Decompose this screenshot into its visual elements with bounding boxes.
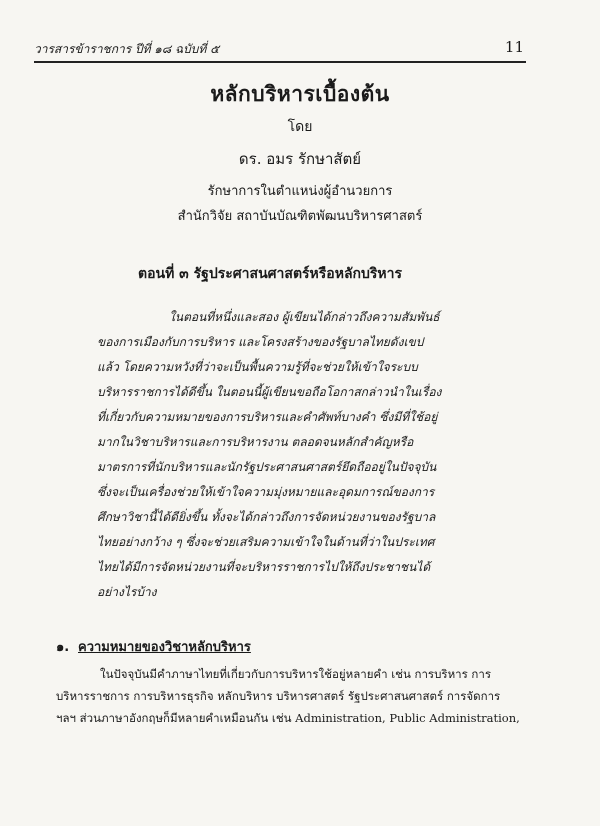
author-position: รักษาการในตำแหน่งผู้อำนวยการ [207, 184, 393, 199]
body-line: ของการเมืองกับการบริหาร และโครงสร้างของรัฐบาลไทยดังเขป [97, 335, 424, 349]
author-name: ดร. อมร รักษาสัตย์ [238, 150, 362, 168]
body-line: ซึ่งจะเป็นเครื่องช่วยให้เข้าใจความมุ่งหมายและอุดมการณ์ของการ [97, 485, 435, 499]
header-rule [34, 61, 526, 63]
body-line: บริหารราชการได้ดีขึ้น ในตอนนี้ผู้เขียนขอถือโอกาสกล่าวนำในเรื่อง [97, 385, 442, 399]
body-line: มากในวิชาบริหารและการบริหารงาน ตลอดจนหลักสำคัญหรือ [97, 435, 414, 449]
body-line: แล้ว โดยความหวังที่ว่าจะเป็นพื้นความรู้ที่จะช่วยให้เข้าใจระบบ [97, 360, 418, 374]
section-heading: ตอนที่ ๓ รัฐประศาสนศาสตร์หรือหลักบริหาร [138, 266, 403, 282]
subsection-number: ๑. [56, 640, 70, 655]
body-line: ในปัจจุบันมีคำภาษาไทยที่เกี่ยวกับการบริหารใช้อยู่หลายคำ เช่น การบริหาร การ [100, 667, 492, 681]
body-line: ในตอนที่หนึ่งและสอง ผู้เขียนได้กล่าวถึงความสัมพันธ์ [169, 310, 440, 324]
body-line: อย่างไรบ้าง [97, 585, 157, 599]
subsection-title: ความหมายของวิชาหลักบริหาร [78, 640, 251, 655]
running-header [34, 38, 524, 60]
body-line: ที่เกี่ยวกับความหมายของการบริหารและคำศัพท์บางคำ ซึ่งมีที่ใช้อยู่ [97, 410, 438, 424]
author-office: สำนักวิจัย สถาบันบัณฑิตพัฒนบริหารศาสตร์ [177, 209, 423, 224]
body-line: ไทยอย่างกว้าง ๆ ซึ่งจะช่วยเสริมความเข้าใจในด้านที่ว่าในประเทศ [97, 535, 435, 549]
body-line: บริหารราชการ การบริหารธุรกิจ หลักบริหาร บริหารศาสตร์ รัฐประศาสนศาสตร์ การจัดการ [56, 689, 501, 703]
by-line: โดย [287, 119, 313, 135]
body-line: ฯลฯ ส่วนภาษาอังกฤษก็มีหลายคำเหมือนกัน เช่น Administration, Public Administration, [56, 711, 520, 725]
page-number: 11 [504, 38, 524, 56]
body-line: ไทยได้มีการจัดหน่วยงานที่จะบริหารราชการไปให้ถึงประชาชนได้ [97, 560, 431, 574]
body-line: ศึกษาวิชานี้ได้ดียิ่งขึ้น ทั้งจะได้กล่าวถึงการจัดหน่วยงานของรัฐบาล [97, 510, 436, 524]
article-title: หลักบริหารเบื้องต้น [210, 82, 390, 106]
journal-name: วารสารข้าราชการ ปีที่ ๑๘ ฉบับที่ ๕ [34, 42, 220, 56]
body-line: มาตรการที่นักบริหารและนักรัฐประศาสนศาสตร์ยึดถืออยู่ในปัจจุบัน [97, 460, 437, 474]
